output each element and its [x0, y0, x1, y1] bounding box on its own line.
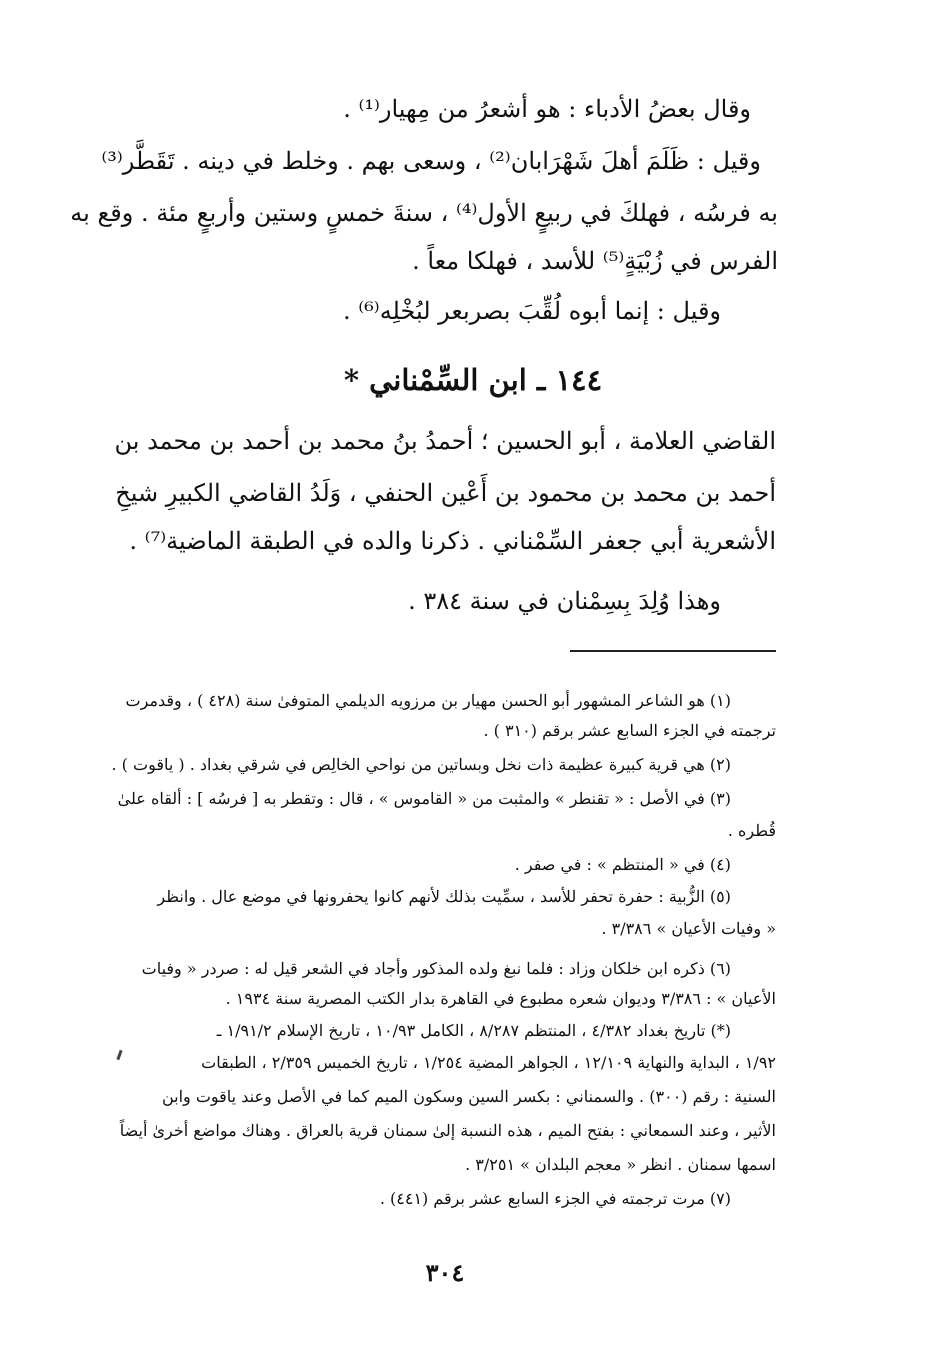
footnote-line: قُطره .: [727, 821, 776, 840]
footnote-line: ترجمته في الجزء السابع عشر برقم (٣١٠ ) .: [483, 721, 776, 740]
footnote-line: (٦) ذكره ابن خلكان وزاد : فلما نبغ ولده المذكور وأجاد في الشعر قيل له : صردر « وفيات: [141, 959, 731, 978]
bio-line: الأشعرية أبي جعفر السِّمْناني . ذكرنا والده في الطبقة الماضية⁽⁷⁾ .: [129, 527, 776, 555]
footnote-divider: [570, 650, 776, 652]
footnote-line: « وفيات الأعيان » ٣/٣٨٦ .: [601, 919, 776, 938]
footnote-line: (٥) الزُّبية : حفرة تحفر للأسد ، سمِّيت بذلك لأنهم كانوا يحفرونها في موضع عال . وانظر: [157, 887, 731, 906]
footnote-line: السنية : رقم (٣٠٠) . والسمناني : بكسر السين وسكون الميم كما في الأصل وعند ياقوت وابن: [161, 1087, 776, 1106]
bio-line: القاضي العلامة ، أبو الحسين ؛ أحمدُ بنُ محمد بن أحمد بن محمد بن: [114, 427, 776, 455]
page-number: ٣٠٤: [425, 1258, 465, 1287]
footnote-line: اسمها سمنان . انظر « معجم البلدان » ٣/٢٥١ .: [465, 1155, 776, 1174]
footnote-line: (*) تاريخ بغداد ٤/٣٨٢ ، المنتظم ٨/٢٨٧ ، الكامل ١٠/٩٣ ، تاريخ الإسلام ١/٩١/٢ ـ: [216, 1021, 731, 1040]
bio-line: أحمد بن محمد بن محمود بن أَعْين الحنفي ، وَلَدُ القاضي الكبيرِ شيخِ: [115, 479, 776, 507]
text-line: الفرس في زُبْيَةٍ⁽⁵⁾ للأسد ، فهلكا معاً .: [412, 247, 778, 275]
footnote-line: الأعيان » : ٣/٣٨٦ وديوان شعره مطبوع في القاهرة بدار الكتب المصرية سنة ١٩٣٤ .: [225, 989, 776, 1008]
footnote-line: (٢) هي قرية كبيرة عظيمة ذات نخل وبساتين من نواحي الخالِص في شرقي بغداد . ( ياقوت ) .: [111, 755, 731, 774]
footnote-line: (٤) في « المنتظم » : في صفر .: [514, 855, 731, 874]
footnote-line: (٣) في الأصل : « تقنطر » والمثبت من « القاموس » ، قال : وتقطر به [ فرسُه ] : ألقاه علىٰ: [117, 789, 731, 808]
text-line: وقيل : ظَلَمَ أهلَ شَهْرَابان⁽²⁾ ، وسعى بهم . وخلط في دينه . تَقَطَّر⁽³⁾: [101, 147, 761, 175]
bio-line: وهذا وُلِدَ بِسِمْنان في سنة ٣٨٤ .: [408, 587, 721, 615]
entry-heading: ١٤٤ ـ ابن السِّمْناني *: [343, 363, 603, 397]
footnote-line: (٧) مرت ترجمته في الجزء السابع عشر برقم (٤٤١) .: [379, 1189, 731, 1208]
footnote-line: ١/٩٢ ، البداية والنهاية ١٢/١٠٩ ، الجواهر المضية ١/٢٥٤ ، تاريخ الخميس ٢/٣٥٩ ، الطبقات: [201, 1053, 776, 1072]
footnote-line: (١) هو الشاعر المشهور أبو الحسن مهيار بن مرزويه الديلمي المتوفىٰ سنة (٤٢٨ ) ، وقدمرت: [125, 691, 731, 710]
text-line: وقيل : إنما أبوه لُقِّبَ بصربعر لبُخْلِه⁽⁶⁾ .: [343, 297, 721, 325]
scan-mark: [116, 1050, 122, 1060]
text-line: به فرسُه ، فهلكَ في ربيعٍ الأول⁽⁴⁾ ، سنةَ خمسٍ وستين وأربعٍ مئة . وقع به: [70, 199, 778, 227]
footnote-line: الأثير ، وعند السمعاني : بفتح الميم ، هذه النسبة إلىٰ سمنان قرية بالعراق . وهناك مواضع أخرىٰ أيضاً: [119, 1121, 776, 1140]
text-line: وقال بعضُ الأدباء : هو أشعرُ من مِهيار⁽¹⁾ .: [343, 95, 751, 123]
